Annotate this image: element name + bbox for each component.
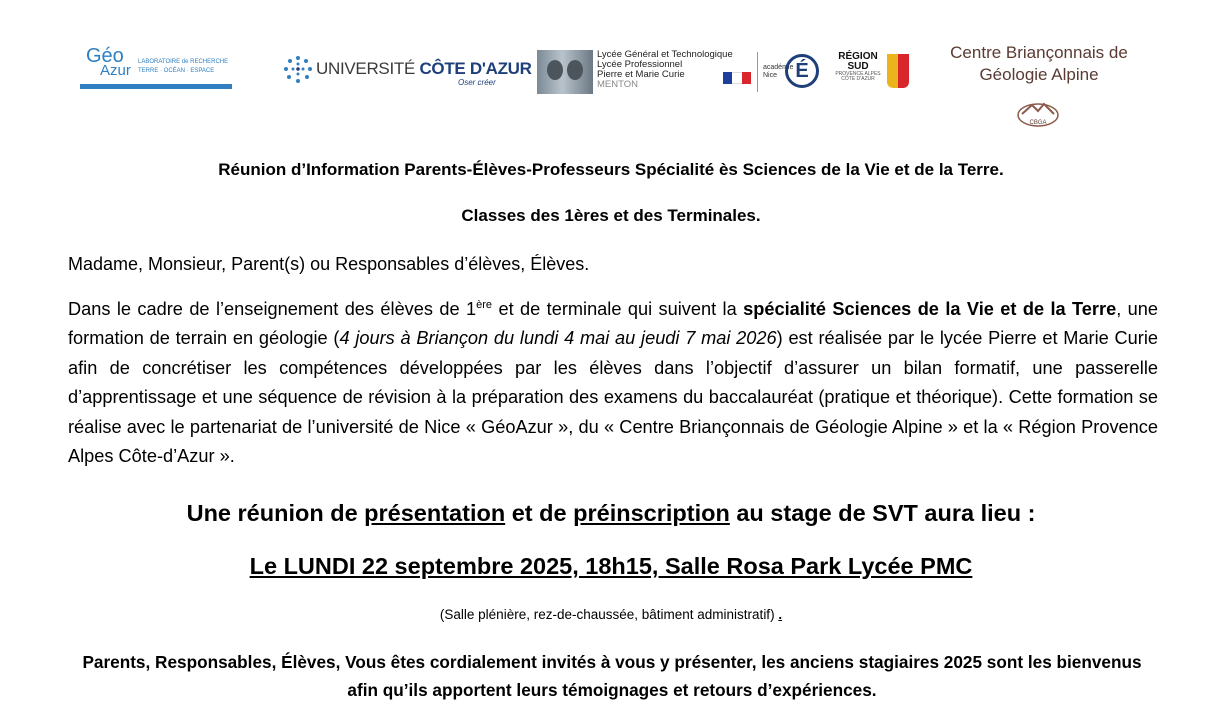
republique-flag-icon — [723, 72, 751, 84]
cbga-line-2: Géologie Alpine — [979, 65, 1099, 84]
geoazur-word-bottom: Azur — [100, 62, 131, 79]
svg-text:CBGA: CBGA — [1029, 120, 1047, 126]
lycee-logo-block — [537, 50, 915, 96]
geoazur-subtitle-1: LABORATOIRE de RECHERCHE — [138, 59, 229, 65]
cbga-logo — [934, 42, 1144, 132]
geoazur-bar — [80, 84, 232, 89]
uca-dots-icon — [282, 54, 314, 86]
geoazur-subtitle-2: TERRE · OCÉAN · ESPACE — [138, 68, 215, 74]
academie-label: académie Nice — [763, 64, 794, 79]
body-paragraph: Dans le cadre de l’enseignement des élèves de 1ère et de terminale qui suivent la spécialité Sciences de la Vie et de la Terre, une formation de terrain en géologie (4 jours à Briançon du lundi 4 mai au jeudi 7 mai 2026) est réalisée par le lycée Pierre et Marie Curie afin de concrétiser les compétences développées par les élèves dans l’objectif d’assurer un bilan formatif, une passerelle d’apprentissage et une séquence de révision à la préparation des examens du baccalauréat (pratique et théorique). Cette formation se réalise avec le partenariat de l’université de Nice « GéoAzur », du « Centre Briançonnais de Géologie Alpine » et la « Région Provence Alpes Côte-d’Azur ». — [68, 299, 1158, 467]
uca-name: UNIVERSITÉ CÔTE D'AZUR — [316, 59, 532, 78]
logos-header — [0, 0, 1222, 140]
invitation-text: Parents, Responsables, Élèves, Vous êtes cordialement invités à vous y présenter, les anciens stagiaires 2025 sont les bienvenus afin qu’ils apportent leurs témoignages et retours d’expériences. — [82, 652, 1142, 700]
cbga-line-1: Centre Briançonnais de — [950, 43, 1128, 62]
uca-tagline: Oser créer — [458, 78, 496, 87]
academie-e-icon: É — [785, 54, 819, 88]
region-shield-icon — [887, 54, 909, 88]
geoazur-logo — [80, 46, 232, 90]
lycee-name: Lycée Général et Technologique Lycée Professionnel Pierre et Marie Curie MENTON — [597, 49, 733, 90]
greeting: Madame, Monsieur, Parent(s) ou Responsables d’élèves, Élèves. — [68, 254, 590, 274]
meeting-heading: Une réunion de présentation et de préinscription au stage de SVT aura lieu : — [186, 500, 1036, 526]
geoazur-word-top: Géo — [86, 45, 124, 67]
document-title: Réunion d’Information Parents-Élèves-Professeurs Spécialité ès Sciences de la Vie et de la Terre. — [218, 160, 1004, 179]
curie-portrait-image — [537, 50, 593, 94]
region-sud-logo: RÉGION SUD PROVENCE ALPES CÔTE D'AZUR — [835, 51, 881, 82]
uca-logo — [282, 54, 532, 90]
document-subtitle: Classes des 1ères et des Terminales. — [461, 206, 761, 225]
logo-divider — [757, 52, 758, 92]
meeting-date: Le LUNDI 22 septembre 2025, 18h15, Salle Rosa Park Lycée PMC — [249, 553, 973, 579]
location-note: (Salle plénière, rez-de-chaussée, bâtiment administratif) . — [439, 607, 783, 622]
cbga-mountain-icon — [1014, 98, 1062, 128]
